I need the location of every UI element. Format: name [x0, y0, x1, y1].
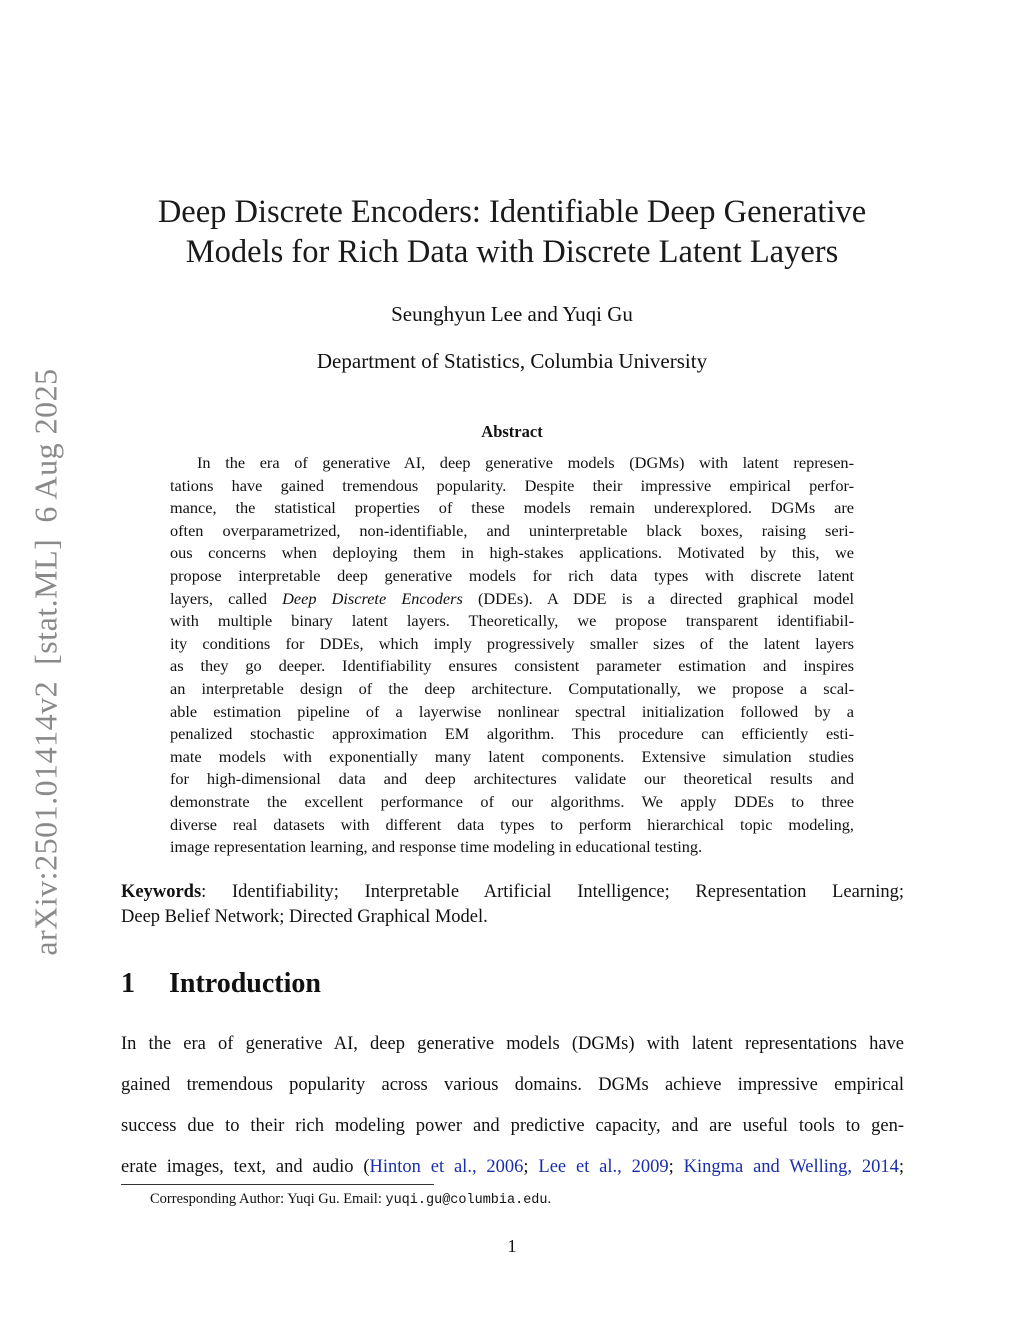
abstract-line: with multiple binary latent layers. Theoretically, we propose transparent identifiabil- — [170, 611, 854, 631]
section-number: 1 — [121, 968, 135, 999]
abstract-line: In the era of generative AI, deep generative models (DGMs) with latent represen- — [197, 453, 854, 472]
title-line: Models for Rich Data with Discrete Latent Layers — [185, 234, 839, 270]
page-number: 1 — [507, 1236, 517, 1256]
citation-kingma[interactable]: Kingma and Welling, 2014 — [683, 1157, 899, 1177]
abstract-line: as they go deeper. Identifiability ensures consistent parameter estimation and inspires — [170, 656, 854, 676]
abstract-line: mance, the statistical properties of these models remain underexplored. DGMs are — [170, 498, 854, 518]
keywords-line: Deep Belief Network; Directed Graphical Model. — [121, 906, 488, 927]
arxiv-category: [stat.ML] — [27, 538, 64, 665]
intro-line: gained tremendous popularity across various domains. DGMs achieve impressive empirical — [121, 1075, 904, 1095]
footnote-rule — [121, 1184, 434, 1185]
affiliation: Department of Statistics, Columbia University — [316, 349, 708, 373]
abstract-line: mate models with exponentially many latent components. Extensive simulation studies — [170, 746, 854, 766]
abstract-heading: Abstract — [481, 422, 543, 441]
abstract-line: demonstrate the excellent performance of our algorithms. We apply DDEs to three — [170, 791, 854, 811]
abstract-line: able estimation pipeline of a layerwise nonlinear spectral initialization followed by a — [170, 701, 854, 721]
citation-hinton[interactable]: Hinton et al., 2006 — [369, 1157, 524, 1177]
section-heading — [121, 966, 321, 1002]
abstract-line: often overparametrized, non-identifiable, and uninterpretable black boxes, raising seri- — [170, 520, 854, 540]
abstract-body — [170, 452, 854, 859]
abstract-line: an interpretable design of the deep architecture. Computationally, we propose a scal- — [170, 678, 854, 698]
keywords-line: Keywords: Identifiability; Interpretable Artificial Intelligence; Representation Learning; — [121, 882, 904, 902]
intro-line: In the era of generative AI, deep generative models (DGMs) with latent representations have — [121, 1034, 904, 1054]
section-title: Introduction — [169, 968, 321, 999]
abstract-line: layers, called Deep Discrete Encoders (DDEs). A DDE is a directed graphical model — [170, 588, 854, 608]
abstract-line: penalized stochastic approximation EM algorithm. This procedure can efficiently esti- — [170, 724, 854, 744]
keywords — [121, 880, 904, 929]
abstract-line: image representation learning, and response time modeling in educational testing. — [170, 837, 703, 857]
keywords-label: Keywords — [121, 882, 202, 902]
citation-lee[interactable]: Lee et al., 2009 — [538, 1157, 669, 1177]
paper-title — [100, 192, 924, 272]
arxiv-date: 6 Aug 2025 — [27, 368, 64, 523]
email-link[interactable]: yuqi.gu@columbia.edu — [385, 1193, 548, 1208]
footnote: Corresponding Author: Yuqi Gu. Email: yuqi.gu@columbia.edu. — [150, 1191, 552, 1208]
intro-line: erate images, text, and audio (Hinton et al., 2006; Lee et al., 2009; Kingma and Welling, 2014; — [121, 1157, 905, 1177]
arxiv-stamp — [28, 368, 65, 955]
abstract-line: ity conditions for DDEs, which imply progressively smaller sizes of the latent layers — [170, 633, 854, 653]
abstract-line: tations have gained tremendous popularity. Despite their impressive empirical perfor- — [170, 475, 854, 495]
authors: Seunghyun Lee and Yuqi Gu — [391, 302, 633, 326]
abstract-line: propose interpretable deep generative models for rich data types with discrete latent — [170, 565, 854, 585]
abstract-line: for high-dimensional data and deep architectures validate our theoretical results and — [170, 769, 854, 789]
intro-body — [121, 1024, 904, 1188]
abstract-line: diverse real datasets with different data types to perform hierarchical topic modeling, — [170, 814, 854, 834]
title-line: Deep Discrete Encoders: Identifiable Deep Generative — [157, 194, 867, 230]
abstract-line: ous concerns when deploying them in high-stakes applications. Motivated by this, we — [170, 543, 854, 563]
intro-line: success due to their rich modeling power and predictive capacity, and are useful tools to gen- — [121, 1116, 904, 1136]
arxiv-id[interactable]: arXiv:2501.01414v2 — [27, 680, 64, 956]
ddes-term: Deep Discrete Encoders — [282, 588, 463, 608]
